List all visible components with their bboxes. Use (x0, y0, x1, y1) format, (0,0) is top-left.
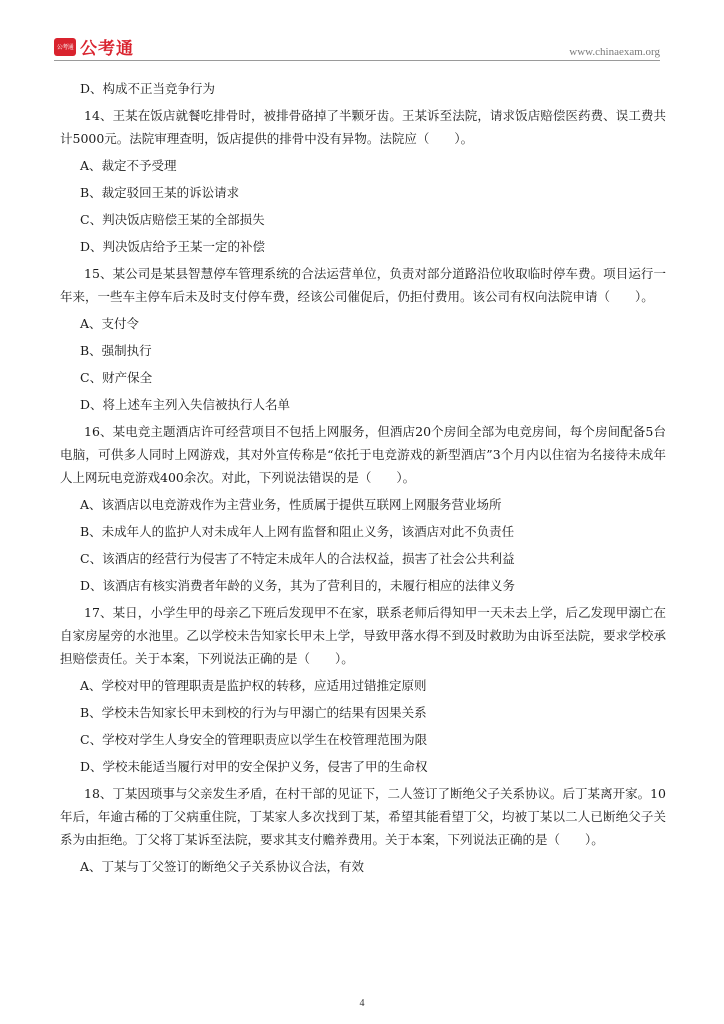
site-url[interactable]: www.chinaexam.org (569, 46, 660, 58)
page-number: 4 (359, 998, 365, 1009)
option-c: C、该酒店的经营行为侵害了不特定未成年人的合法权益，损害了社会公共利益 (80, 551, 515, 566)
header-divider (54, 60, 660, 61)
question-15 (60, 262, 666, 420)
question-13-option-d: D、构成不正当竞争行为 (80, 81, 216, 96)
question-18 (60, 782, 666, 878)
option-c: C、学校对学生人身安全的管理职责应以学生在校管理范围为限 (80, 732, 428, 747)
question-stem: 14、王某在饭店就餐吃排骨时，被排骨硌掉了半颗牙齿。王某诉至法院，请求饭店赔偿医药费、误工费共计5000元。法院审理查明，饭店提供的排骨中没有异物。法院应（ ）。 (60, 108, 666, 146)
option-d: D、学校未能适当履行对甲的安全保护义务，侵害了甲的生命权 (80, 759, 428, 774)
option-a: A、该酒店以电竞游戏作为主营业务，性质属于提供互联网上网服务营业场所 (80, 497, 502, 512)
option-a: A、裁定不予受理 (80, 158, 177, 173)
logo[interactable] (54, 34, 134, 59)
question-stem: 16、某电竞主题酒店许可经营项目不包括上网服务，但酒店20个房间全部为电竞房间，每个房间配备5台电脑，可供多人同时上网游戏，其对外宣传称是“依托于电竞游戏的新型酒店”3个月内以住宿为名接待未成年人上网玩电竞游戏400余次。对此，下列说法错误的是（ ）。 (60, 424, 666, 485)
question-16 (60, 420, 666, 601)
question-14 (60, 104, 666, 262)
option-b: B、学校未告知家长甲未到校的行为与甲溺亡的结果有因果关系 (80, 705, 427, 720)
page-header (0, 0, 724, 62)
option-d: D、判决饭店给予王某一定的补偿 (80, 239, 266, 254)
logo-text: 公考通 (80, 39, 134, 59)
option-a: A、学校对甲的管理职责是监护权的转移，应适用过错推定原则 (80, 678, 427, 693)
option-a: A、丁某与丁父签订的断绝父子关系协议合法，有效 (80, 859, 365, 874)
option-c: C、判决饭店赔偿王某的全部损失 (80, 212, 265, 227)
option-c: C、财产保全 (80, 370, 153, 385)
question-stem: 17、某日，小学生甲的母亲乙下班后发现甲不在家，联系老师后得知甲一天未去上学，后乙发现甲溺亡在自家房屋旁的水池里。乙以学校未告知家长甲未上学，导致甲落水得不到及时救助为由诉至法院，要求学校承担赔偿责任。关于本案，下列说法正确的是（ ）。 (60, 605, 666, 666)
option-d: D、该酒店有核实消费者年龄的义务，其为了营利目的，未履行相应的法律义务 (80, 578, 516, 593)
question-stem: 15、某公司是某县智慧停车管理系统的合法运营单位，负责对部分道路沿位收取临时停车费。项目运行一年来，一些车主停车后未及时支付停车费，经该公司催促后，仍拒付费用。该公司有权向法院申请（ ）。 (60, 266, 666, 304)
question-stem: 18、丁某因琐事与父亲发生矛盾，在村干部的见证下，二人签订了断绝父子关系协议。后丁某离开家。10年后，年逾古稀的丁父病重住院，丁某家人多次找到丁某，希望其能看望丁父，均被丁某以二人已断绝父子关系为由拒绝。丁父将丁某诉至法院，要求其支付赡养费用。关于本案，下列说法正确的是（ ）。 (60, 786, 666, 847)
option-b: B、未成年人的监护人对未成年人上网有监督和阻止义务，该酒店对此不负责任 (80, 524, 515, 539)
logo-badge: 公考通 (54, 38, 76, 56)
document-body (60, 77, 666, 878)
option-d: D、将上述车主列入失信被执行人名单 (80, 397, 291, 412)
option-a: A、支付令 (80, 316, 140, 331)
question-17 (60, 601, 666, 782)
option-b: B、强制执行 (80, 343, 152, 358)
option-b: B、裁定驳回王某的诉讼请求 (80, 185, 240, 200)
